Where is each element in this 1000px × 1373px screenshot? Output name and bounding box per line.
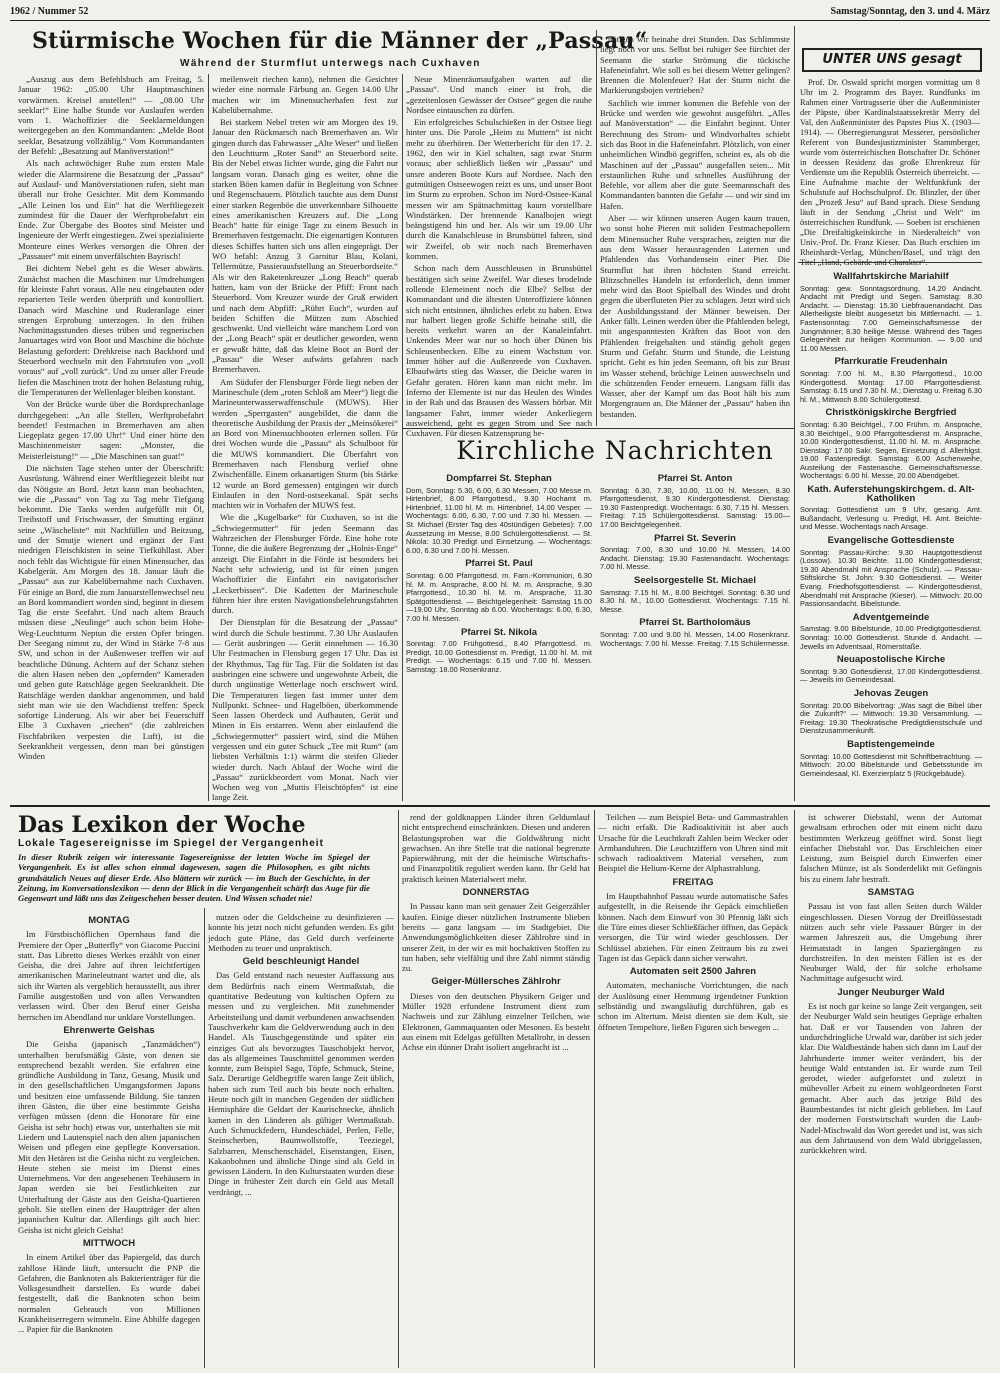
lexikon-subheading: MONTAG [88,915,130,926]
paragraph: Das Geld entstand nach neuester Auffassung aus dem Bedürfnis nach einem Wertmaßstab, die quantitative Bedeutung von kultischen Opfern zu messen und zu vergleichen. Mit zunehmender Arbeitsteilung und damit verbundenen anwachsenden Tauschverkehr kam die Geldverwendung auch in den Handel. Als Tauschgegenstände und später ein einziges Gut als bevorzugtes Tauschobjekt hervor, das als allgemeines Tauschmittel genommen werden konnte, zum Beispiel Sago, Töpfe, Schmuck, Steine, Salz. Derartige Geldbegriffe waren lange Zeit üblich, haben sich zum Teil auch bis heute noch erhalten. Heute noch gilt in manchen Gegenden der südlichen Hemisphäre die Geldart der Kaurischnecke, ähnlich kamen in den Länderen als gültiger Wertmaßstab. Auch Schmuckfedern, Hundeschädel, Perlen, Felle, Steinscherben, Baumwollstoffe, Teeziegel, Salzbarren, Menschenschädel, Eisenstangen, Eisen, Kakaobohnen und ähnliche Dinge sind als Geld in gewissen Ländern. In den Kulturstaaten wurden diese Dinge in frühester Zeit durch ein Geld aus Metall verdrängt, ... [208,970,394,1197]
section-text: Sonntag: 20.00 Bibelvortrag: „Was sagt die Bibel über die Zukunft?“ — Mittwoch: 19.30 Versammlung. — Freitag: 19.30 Theokratische Predigtdienstschule und Dienstzusammenkunft. [800,700,982,736]
section-heading: Evangelische Gottesdienste [827,535,955,547]
story-column-1 [18,74,204,801]
section-text: Sonntag: 6.30 Beichtgel., 7.00 Frühm. m. Ansprache, 8.30 Beichtgel., 9.00 Pfarrgottesdienst m. Ansprache, 10.00 Kindergottesdienst, 11.00 hl. M. m. Ansprache. Dienstag: 17.00 Sakr. Segen, Einsetzung d. Allerhlgst. 19.00 Fastenpredigt. Samstag: 6.00 Aschenweihe, Austeilung der Fastenasche. Gemeinschaftsmesse. Wochentags: 6.00 hl. Messe, 20.00 Abendgebet. [800,419,982,481]
column-rule [204,908,205,1368]
lexikon-column-4 [598,812,788,1367]
parish-text: Sonntag: 7.00 und 9.00 hl. Messen, 14.00 Rosenkranz. Wochentags: 7.00 hl. Messe. Freitag: 7.15 Schülermesse. [600,629,790,648]
right-church-column [800,268,982,801]
section-text: Sonntag: 10.00 Gottesdienst mit Schriftbetrachtung. — Mittwoch: 20.00 Bibelstunde und Gebetsstunde im Gemeindesaal, Kl. Exerzierplatz 5 (Rückgebäude). [800,751,982,778]
lexikon-subheading: FREITAG [672,876,714,888]
section-heading: Baptistengemeinde [847,738,935,750]
lexikon-subheading: Geld beschleunigt Handel [242,956,360,968]
story-headline: Stürmische Wochen für die Männer der „Passau“ [32,28,648,54]
section-rule [402,428,794,429]
paragraph: In Passau kann man seit genauer Zeit Geigerzähler kaufen. Einige dieser nützlichen Instrumente blieben bereits — ganz langsam — im Stadtgebiet. Die Anwendungsmöglichkeiten dieser Zählrohre sind in unserer Zeit, in der wir es mit hochaktiven Stoffen zu tun haben, sehr vielfältig und ihre Zahl nimmt ständig zu. [402,901,590,974]
story-subhead: Während der Sturmflut unterwegs nach Cuxhaven [180,58,481,69]
section-text: Sonntag: 7.00 hl. M., 8.30 Pfarrgottesd., 10.00 Kindergottesd. Montag: 17.00 Pfarrgottesdienst. Samstag: 6.15 und 7.30 hl. M.; Dienstag u. Freitag 6.30 hl. M., Mittwoch 8.00 Schülergottesd. [800,368,982,404]
unter-uns-paragraph: Prof. Dr. Oswald spricht morgen vormittag um 8 Uhr im 2. Programm des Bayer. Rundfunks im Rahmen einer Vortragsserie über die Außenminister der Päpste, über Kardinalstaatssekretär Merry del Val, den Außenminister des Papstes Pius X. (1903—1914). — Oberregierungsrat Messerer, persönlicher Referent von Bundesjustizminister Stammberger, wurde vom österreichischen Botschafter Dr. Schöner in deessen Residenz das große Ehrenkreuz für Verdienste um die Republik Österreich überreicht. — Eine Aufnahme machte der Weltfunkfunk der Schulstufe auf Hochschulprof. Dr. Blinzler, der über den „Prozeß Jesu“ auf Band sprach. Diese Sendung läuft in der Sendung „Christ und Welt“ im österreichischen Rundfunk. — Soeben ist erschienen „Die Dreifaltigkeitskirche in Niederalteich“ von Univ.-Prof. Dr. Franz Kieser. Das Buch erschien im Rheinhardt-Verlag, München/Basel, und trägt den Titel „Hand, Gebärde und Charakter“. [800,78,980,267]
parish-heading: Pfarrei St. Paul [465,558,533,570]
section-heading: Jehovas Zeugen [853,687,929,699]
story-column-2 [212,74,398,801]
lexikon-subheading: Ehrenwerte Geishas [63,1024,155,1036]
column-rule [398,810,399,1368]
parish-heading: Seelsorgestelle St. Michael [634,574,756,586]
paragraph: Der Dienstplan für die Besatzung der „Passau“ wird durch die Schule bestimmt. 7.30 Uhr Auslaufen — Gerät ausbringen — Gerät einnehmen — 16.30 Uhr Festmachen in Flensburg gegen 17 Uhr. Das ist der Rhythmus, Tag für Tag. Für die Soldaten ist das ausbringen eine schwere und ungewohnte Arbeit, die durch ungünstige Wetterlage noch erschwert wird. Die Temperaturen liegen fast immer unter dem Nullpunkt. Schnee- und Hagelböen, überkommende Seen lassen Oberdeck und Aufbauten, Gerät und Minen in Eis erstarren. Wenn aber einlaufend die „Schwiegermutter“ passiert wird, sind die Mühen vergessen und ein guter Schuck „Tee mit Rum“ (am liebsten Verhältnis 1:1) wärmt die steifen Glieder wieder durch. Nach Ablauf der Woche wird die „Passau“ zurückbeordert vom Monat. Nach vier Wochen weg von „Muttis Fleischtöpfen“ ist eine lange Zeit. [212,617,398,803]
column-rule [208,74,209,801]
lexikon-subheading: DONNERSTAG [462,887,530,899]
paragraph: nötigen wir beinahe drei Stunden. Das Schlimmste liegt noch vor uns. Selbst bei ruhiger See fürchtet der Seemann die starke Strömung die tückische Hafeneinfahrt. Wie soll es bei diesem Wetter gelingen? Brennen die Molenfeuer? Hat der Sturm nicht die Markierungsbojen vertrieben? [600,34,790,96]
paragraph: ist schwerer Diebstahl, wenn der Automat gewaltsam erbrochen oder mit einem nicht dazu bestimmten Werkzeug geöffnet wird. Sonst liegt einfacher Diebstahl vor. Das Erschleichen einer Leistung, zum Beispiel durch Einwerfen einer falschen Münze, ist als Sonderdelikt mit Gefängnis bis zu einem Jahr bestraft. [800,812,982,884]
paragraph: Passau ist von fast allen Seiten durch Wälder eingeschlossen. Diesen Vorzug der Dreiflüssestadt nützen auch sehr viele Passauer Bürger in der warmen Jahreszeit aus, die Umgebung ihrer Heimatstadt in langen Spaziergängen zu durchstreifen. In den meisten Fällen ist es der Neuburger Wald, der für solche erholsame Nachmittage aufgesucht wird. [800,901,982,984]
parish-heading: Dompfarrei St. Stephan [446,473,552,484]
kirchliche-title: Kirchliche Nachrichten [456,436,774,465]
paragraph: „Auszug aus dem Befehlsbuch am Freitag, 5. Januar 1962: „05.00 Uhr Hauptmaschinen vorwärmen. Kreisel anstellen!“ — „08.00 Uhr seeklar!“ Eine halbe Stunde vor Auslaufen werden vom 1. Wachoffizier die Seeklarmeldungen weitergegeben an den Kommandanten: „Melde Boot seeklar, Besatzung vollzählig.“ Vom Kommandanten der Befehl: „Besatzung auf Manöverstation!“ [18,74,204,157]
section-heading: Neuapostolische Kirche [836,654,946,666]
lexikon-column-3 [402,812,590,1367]
paragraph: Teilchen — zum Beispiel Beta- und Gammastrahlen — nicht erfaßt. Die Radioaktivität ist aber auch Ursache für die Leuchtkraft Zahlen beim Wecker oder Armbanduhren. Die Leuchtziffern von Uhren sind mit schwach radioaktivem Material versehen, zum Beispiel die Helium-Kerne der Alphastrahlung. [598,812,788,874]
paragraph: Ein erfolgreiches Schulschießen in der Ostsee liegt hinter uns. Die Parole „Heim zu Muttern“ ist nicht mehr zu überhören. Der Wetterbericht für den 17. 2. 1962, den wir in Kiel schalten, sagt zwar Sturm voraus; aber schließlich ließen wir „Passau“ und unsre anderen Boote Kurs auf Nordsee. Nach den gutmütigen Ostseewogen reizt es uns, und unser Boot im Sturm zu erproben. Schon im Nord-Ostsee-Kanal messen wir am Spätnachmittag kaum vorstellbare Windstärken. Der brennende Kanalbojen wiegt beängstigend hin und her. Als wir um 19.00 Uhr durch die Kanalschleuse in Brunsbüttel fahren, sind wir Zweifel, ob wir noch nach Bremerhaven kommen. [406,117,592,262]
paragraph: Als nach achtwöchiger Ruhe zum ersten Male wieder die Alarmsirene die Besatzung der „Passau“ auf Auslauf- und Manöverstationen rufen, sieht man überall nur frohe Gesichter. Mit dem Kommando „Alle Leinen los und Ein“ hat die Werftliegezeit zumindest für die Dauer der Werftprobefahrt ein Ende. Zur Übergabe des Bootes sind Meister und Ingenieure der Werft eingestiegen. Zwei spezialisierte Monteure eines Werkes versorgen die Ohren der „Passauer“ mit einem unverfälschten Bayrisch! [18,158,204,262]
paragraph: Bei dichtem Nebel geht es die Weser abwärts. Zunächst machen die Maschinen nur Umdrehungen für kleinste Fahrt voraus. Alle neu eingebauten oder reparierten Teile werden überprüft und kontrolliert. Danach wird Maschine und Ruderanlage einer strengen Erprobung unterzogen. In den frühen Nachmittagsstunden dieses trüben und regnerischen Januartages wird von Boot und Maschine die höchste Belastung gefordert: Drehkreise nach Backbord und Steuerbord wechseln mit den Fahrtstufen von „voll voraus“ auf „voll zurück“. Und zu unser aller Freude liefen die Maschinen trotz der hohen Belastung ruhig, die Temperaturen der Wellenlager bleiben konstant. [18,263,204,397]
column-rule [596,30,597,426]
section-heading: Christkönigskirche Bergfried [825,407,957,419]
parish-text: Sonntag: 7.00, 8.30 und 10.00 hl. Messen, 14.00 Andacht. Dienstag: 19.30 Fastenandacht. Wochentags: 7.00 hl. Messe. [600,545,790,572]
section-heading: Wallfahrtskirche Mariahilf [833,271,949,282]
section-divider [10,805,990,807]
parish-heading: Pfarrei St. Anton [657,473,733,484]
section-text: Sonntag: gew. Sonntagsordnung, 14.20 Andacht. Andacht mit Predigt und Segen. Samstag: 8.30 Andacht. — Dienstag: 15.30 Liebfrauenandacht. Das Allerheiligste bleibt ausgesetzt bis Mittlernacht. — 1. Fastensonntag: 7.00 Gemeinschaftsmesse der Jungmänner; 8.30 heilige Messe. Während des Tages Gelegenheit zur heiligen Kommunion. — 9.00 und 11.00 Messen. [800,283,982,353]
parish-text: Sonntag: 7.00 Frühgottesd., 8.40 Pfarrgottesd. m. Predigt, 10.00 Gottesdienst m. Predigt, 11.00 hl. M. mit Predigt. — Wochentags: 6.15 und 7.00 hl. Messen. Samstag: 18.00 Rosenkranz. [406,639,592,674]
section-heading: Adventgemeinde [852,611,930,623]
paragraph: Im Fürstbischöflichen Opernhaus fand die Premiere der Oper „Butterfly“ von Giacome Puccini statt. Das Libretto dieses Werkes erzählt von einer Geisha, die drei Jahre auf ihren leichtfertigen amerikanischen Marineleutnant wartet und die, als sich ihr Warten als vergeblich herausstellt, aus ihrer Familie ausgestoßen und von allen Verwandten verlassen wird. Über den Beruf einer Geisha herrschen im Abendland nur unklare Vorstellungen. [18,929,200,1022]
column-rule [594,810,595,1368]
lexikon-subheading: Geiger-Müllersches Zählrohr [431,976,561,988]
paragraph: In einem Artikel über das Papiergeld, das durch zahllose Hände läuft, untersucht die PNP die Gefahren, die Banknoten als Bakterienträger für die Volksgesundheit darstellen. Es wurde dabei festgestellt, daß die Banknoten schon beim normalen Gebrauch von Millionen Krankheitserregern wimmeln. Eine Abhilfe dagegen ... Papier für die Banknoten [18,1252,200,1335]
section-text: Sonntag: 9.30 Gottesdienst, 17.00 Kindergottesdienst. — Jeweils im Gemeindesaal. [800,666,982,685]
column-rule [794,810,795,1368]
paragraph: Am Südufer der Flensburger Förde liegt neben der Marineschule (dem „roten Schloß am Meer“) liegt die Marineunterwasserwaffenschule (MUWS). Hier werden „Sperrgasten“ ausgebildet, die dann die theoretische Ausbildung der Praxis der „Meinsökerei“ an Bord von Minensuchbooten erlernen sollen. Für drei Wochen wurde die „Passau“ als Schulboot für die MUWS kommandiert. Die Überfahrt von Bremerhaven nach Flensburg verlief ohne Zwischenfälle. Einem orkanartigen Sturm (bis Stärke 12 wurde an Bord gemessen) entgingen wir durch Einlaufen in den Nord-ostseekanal. Spät sechs machten wir in Vorhafen der MUWS fest. [212,376,398,511]
unter-uns-text [800,78,980,267]
section-text: Samstag: 9.00 Bibelstunde, 10.00 Predigtgottesdienst. Sonntag: 10.00 Gottesdienst. Stunde d. Andacht. — Jewells im Adventsaal, Römerstraße. [800,624,982,651]
parish-text: Dom, Sonntag: 5.30, 6.00, 6.30 Messen, 7.00 Messe m. Hirtenbrief, 8.00 Pfarrgottesd., 9.30 Hochamt m. Hirtenbrief, 11.00 hl. M. m. Hirtenbrief, 14.00 Vesper. — Wochentags: 6.00, 6.30, 7.00 und 7.30 hl. Messen. — St. Michael (Erster Tag des 40stündigen Gebetes): 7.00 Aussetzung im Messe, 8.00 Schülergottesdienst. — St. Nikola: 10.30 Predigt und Einsetzung. — Wochentags: 6.00, 6.30 und 7.00 hl. Messen. [406,485,592,555]
section-text: Sonntag: Gottesdienst um 9 Uhr, gesang. Amt. Bußandacht, Verlesung u. Predigt, Hl. Amt. Beichte- und Messe. Wochentags nach Ansage. [800,505,982,532]
paragraph: nutzen oder die Geldscheine zu desinfizieren — konnte bis jetzt noch nicht gefunden werden. Es gibt jedoch gute Pläne, das Geld durch verfeinerte Methoden zu teuer und unpraktisch. [208,912,394,953]
lexikon-subheading: MITTWOCH [82,1237,136,1249]
lexikon-subheading: Junger Neuburger Wald [837,986,945,998]
kirchliche-column-1 [406,470,592,801]
paragraph: Dieses von den deutschen Physikern Geiger und Müller 1928 erfundene Instrument dient zum Nachweis und zur Zählung einzelner Teilchen, wie Elektronen, Gammaquanten oder Mesonen. Es besteht aus einem mit Edelgas gefüllten Metallrohr, in dessen Achse ein dünner Draht isoliert angebracht ist ... [402,990,590,1053]
lexikon-intro: In dieser Rubrik zeigen wir interessante Tagesereignisse der letzten Woche im Spiegel der Vergangenheit. Es ist alles schon einmal dagewesen, sagen die Philosophen, es gibt nichts grundsätzlich Neues auf dieser Erde. Also blättern wir zurück — im Buch der Geschichte, in der Zeitung, im Konversationslexikon — denn der Blick in die Vergangenheit schärft das Auge für die Gegenwart und läßt uns das Zeitgeschehen besser deuten. Und Wissen schadet nie! [18,852,370,904]
section-text: Sonntag: Passau-Kirche: 9.30 Hauptgottesdienst (Lossow). 10.30 Beichte. 11.00 Kindergottesdienst; 19.30 Abendmahl mit Ansprache (Schulz). — Passau-Stiftskirche St. John: 9.30 Gottesdienst. — Weiter Evang. Friedhofsgottesdienst. — Kindergottesdienst, Abendmahl mit Ansprache (Kieser). — Mittwoch: 20.00 Passionsandacht. Bibelstunde. [800,547,982,609]
paragraph: Es ist noch gar keine so lange Zeit vergangen, seit der Neuburger Wald sein heutiges Gepräge erhalten hat. Daß er vor Tausenden von Jahren der undurchdringliche Urwald war, darüber ist sich jeder klar. Die Waldbestände haben sich dann im Lauf der Jahrhunderte immer weiter verändert, bis der heutige Wald entstanden ist. Er wurde zum Teil gerodet, wieder aufgeforstet und zuletzt in mühevoller Arbeit zu einem wohlgeordneten Forst gemacht. Aber auch das jetzige Bild des Baumbestandes ist nicht gleich geblieben. Im Lauf der modernen Forstwirtschaft wurden die Laub-Nadel-Mischwald das Wort geredet und ist, was sich aus dem Jahrtausend von dem Wald übriggelassen, zurückkehren wird. [800,1001,982,1156]
paragraph: Automaten, mechanische Vorrichtungen, die nach der Auslösung einer Hemmung irgendeiner Funktion selbständig und zwangsläufig durchführen, gab es schon im Altertum. Meist dienten sie dem Kult, sie öffneten Tempeltore, ließen Figuren sich bewegen ... [598,980,788,1032]
section-heading: Kath. Auferstehungskirchgem. d. Alt-Katholiken [807,484,975,504]
column-rule [794,26,795,801]
section-heading: Pfarrkuratie Freudenhain [834,356,948,368]
lexikon-headline: Das Lexikon der Woche [18,812,306,838]
paragraph: Im Hauptbahnhof Passau wurde automatische Safes aufgestellt, in die Reisende ihr Gepäck einschließen können. Nach dem Einwurf von 30 Pfennig läßt sich die Türe eines dieser Schließfächer öffnen, das Gepäck versorgen, die Tür wird wieder geschlossen. Der Schlüssel abziehen. Für einen Zeitraum bis zu zwei Tagen ist das Gepäck dann sicher verwahrt. [598,891,788,963]
issue-date: Samstag/Sonntag, den 3. und 4. März [830,6,990,17]
paragraph: Wie die „Kugelbarke“ für Cuxhaven, so ist die „Schwiegermutter“ für jeden Seemann das Wahrzeichen der Flensburger Förde. Eine hohe rote Tonne, die die äußere Begrenzung der „Holnis-Enge“ anzeigt. Die Einfahrt in die Förde ist besonders bei Nacht sehr schwierig, und ist für einen jungen Wachoffizier die Einfahrt ein navigatorischer „Leckerbissen“. Die Kadetten der Marineschule führen hier ihre ersten Navigationsbelehrungsfahrten durch. [212,512,398,616]
parish-heading: Pfarrei St. Bartholomäus [639,617,751,629]
parish-heading: Pfarrei St. Severin [654,532,736,544]
lexikon-column-1 [18,912,200,1367]
parish-text: Samstag: 7.15 hl. M., 8.00 Beichtgel. Sonntag: 6.30 und 8.30 hl. M., 10.00 Gottesdienst. Wochentags: 7.15 hl. Messe. [600,587,790,614]
lexikon-column-2 [208,912,394,1367]
story-column-3 [406,74,592,439]
kirchliche-column-2 [600,470,790,801]
lexikon-column-5 [800,812,982,1367]
column-rule [402,74,403,801]
paragraph: Bei starkem Nebel treten wir am Morgen des 19. Januar den Rückmarsch nach Bremerhaven an. Wir gingen durch das Fahrwasser „Alte Weser“ und ließen den Leuchtturm „Roter Sand“ an Steuerbord seite. Bis der Nebel etwas lichter wurde, ging die Fahrt nur langsam voran. Danach ging es weiter, ohne die starken Böen kamen dafür in Begleitung von Schnee und Regenschauern. Plötzlich tauchte aus dem Dunst einer starken Regenböe die unverkennbare Silhouette eines amerikanischen Kreuzers auf. Die „Long Beach“ hatte für einige Tage zu einem Besuch in Bremerhaven festgemacht. Die eigenartigen Konturen dieses Schiffes hatten sich uns allen eingeprägt. Der WO befahl: Anzug 3 Garnitur Blau, Kolani, Tellermütze, Passierausfstellung an Steuerbordseite.“ Als wir den Raketenkreuzer „Long Beach“ querab hatten, kam von der Brücke der Pfiff: Front nach Steuerbord. Vom Kreuzer wurde der Gruß erwidert und nach dem Abpfiff: „Rührt Euch“, wurden auf beiden Schiffen die Mützen zum Abschied geschwenkt. Und vielleicht wäre manchem Lord von der „Long Beach“ spät er deutlicher geworden, wenn er gewußt hätte, daß das kleine Boot an Bord der „Passau“ die Weser aufwärts gefahren nach Bremerhaven. [212,117,399,375]
issue-number: 1962 / Nummer 52 [10,6,89,17]
section-rule [798,262,982,263]
paragraph: Schon nach dem Ausschleusen in Brunsbüttel bestätigen sich seine Zweifel. War dieses brodelnde rollende Elemeinent noch die Elbe? Selbst der Kommandant und die ältesten Unteroffiziere können sich nicht entsinnen, ähnliches erlebt zu haben. Etwa nur halbert liegen große Schiffe beinahe still, die bereits verkehrt waren an der Kanaleinfahrt. Unkendes Meer war nur so hoch über Dünen bis Schleusenbecken. Elbe zu einem Wachstum vor. Immer höher auf die Außenreede von Cuxhaven. Elbaufwärts stieg das Wasser, die Deiche waren in Gefahr geraten. Hören kann man nicht mehr. Im Inferno der Elemente ist nur das Heulen des Windes in der Rah und das Brausen des Wassers hörbar. Mit langsamer Fahrt, immer wieder Ankerliegern ausweichend, geht es gegen Strom und See nach Cuxhaven. Für diesen Katzensprung be- [406,263,592,439]
masthead [10,4,990,21]
paragraph: Aber — wir können unseren Augen kaum trauen, wo sonst hohe Pieren mit soliden Festmachepollern dem Minensucher Ruhe versprachen, zeigten nur die aus dem Wasser herausragenden Laternen und Pfahlenden das Vorhandensein einer Pier. Die Sturmflut hat ihren höchsten Stand erreicht. Blitzschnelles Handeln ist erforderlich, denn immer mehr wird das Boot Spielball des Windes und droht gegen die überfluteten Pier zu schlagen. Jetzt wird sich der Ausbildungsstand der Männer beweisen. Der Anker fällt. Leinen werden über die Pfahlenden belegt, mit angespanntesten Kräften das Boot von den Pfählenden freigehalten und ständig geholt gegen Sturm und Gefahr. Sturm und Stunde, die Leistung spricht. Geht es hin jeden Seemann, oft bis zur Brust im Wasser stehend, brüchige Leinen auswechseln und die schützenden Fender erneuern. Langsam fällt das Wasser, aber der Kampf um das Boot hält bis zum Morgengrauen an. Die Männer der „Passau“ haben ihn bestanden. [600,213,790,419]
paragraph: Von der Brücke wurde über die Bordsprechanlage durchgegeben: „An alle Stellen, Werftprobefahrt beendet! Festmachen in Bremerhaven am alten Liegeplatz gegen 17.00 Uhr!“ Und einer hörte den Maschinenmeister sagen: „Monster, die Meisterleistung!“ — „Die Maschinen san guat!“ [18,399,204,461]
paragraph: rend der goldknappen Länder ihren Geldumlauf nicht entsprechend einschränkten. Diesen und anderen Belastungsproben war die Goldwährung nicht gewachsen. An ihre Stelle trat die national begrenzte Papierwährung, mit der die heimische Wirtschafts- und Finanzpolitik reguliert werden kann. Ihr Geld hat praktisch keinen Materialwert mehr. [402,812,590,884]
parish-text: Sonntag: 6.30, 7.30, 10.00, 11.00 hl. Messen, 8.30 Pfarrgottesdienst, 9.30 Kindergottesdienst. Dienstag: 19.30 Fastenpredigt. Wochentags: 6.30, 7.15 hl. Messen. Freitag: 7.15 Schülergottesdienst. Samstag: 15.00—17.00 Beichtgelegenheit. [600,485,790,529]
paragraph: Die Geisha (japanisch „Tanzmädchen“) unterhalben berufsmäßig Gäste, von denen sie entsprechend bezahlt werden. Sie erfahren eine gründliche Ausbildung in Tanz, Gesang, Musik und in den gesellschaftlichen Umgangsformen Japans und besitzen eine umfassende Bildung. Sie tanzen ihren Gästen, die über eine bestimmte Geisha verfügen müssen (denn die Honorare für eine Geisha ist sehr hoch) etwas vor, unterhalten sie mit Liedern und Lautenspiel nach den alten japanischen Weisen und pflegen eine gepflegte Konversation. Mit den Hetären ist die Geisha nicht zu vergleichen. Heute stehen sie meist im Dienst eines Unternehmens. Vor den angesehenen Teehäusern in Japan werden sie bei Festlichkeiten zur Unterhaltung der Gäste aus den Geisha-Quartieren geholt. Sie stellen einen der Hauptträger der alten japanischen Kultur dar. Allerdings gilt auch hier: Geisha ist nicht gleich Geisha! [18,1039,200,1235]
lexikon-subheading: Automaten seit 2500 Jahren [629,966,757,978]
unter-uns-title: UNTER UNS gesagt [802,48,982,72]
story-column-4 [600,34,790,424]
paragraph: meilenweit riechen kann), nehmen die Gesichter wieder eine normale Färbung an. Gegen 14.00 Uhr machen wir im Minensucherhafen fest zur Kabelübernahme. [212,74,398,115]
lexikon-subhead: Lokale Tagesereignisse im Spiegel der Vergangenheit [18,838,324,849]
paragraph: Neue Minenräumaufgaben warten auf die „Passau“. Und manch einer ist froh, die „gezeitenlosen Gewässer der Ostsee“ gegen die rauhe Nordsee eintauschen zu dürfen. [406,74,592,115]
parish-text: Sonntag: 6.00 Pfarrgottesd. m. Fam.-Kommunion, 6.30 hl. M. m. Ansprache, 8.00 hl. M. m. Ansprache, 9.30 Pfarrgottesd., 10.30 hl. M. m. Ansprache, 11.30 Spätgottesdienst. — Beichtgelegenheit: Samstag 15.00—19.00 Uhr, Sonntag ab 6.00. Wochentags: 6.00, 6.30, 7.00 hl. Messen. [406,570,592,623]
paragraph: Die nächsten Tage stehen unter der Überschrift: Ausrüstung. Während einer Werftliegezeit bleibt nur das Nötigste an Bord. Jetzt kann man beobachten, wie die „Passau“ von Tag zu Tag mehr Tiefgang bekommt. Die Tanks werden aufgefüllt mit Öl, Treibstoff und Frischwasser, der Smutting ergänzt seine „Wäscheliste“ mit Nachfüllen und Beitzung, und der Smutje wienert und ergänzt der Fast niedrigen Fleischkisten in seine Tiefkühllast. Aber noch fehlt das Wichtigste für einen Minensucher, das Kabelgerät. Am Morgen des 18. Januar läuft die „Passau“ aus zur Kabelübernahme nach Cuxhaven. Für einige an Bord, die zum Januarstellenwechsel neu an Bord kommandiert worden sind, beginnt in diesem Tag die erste Seefahrt. Und nach altem Brauch müssen diese „Neulinge“ auch schon beim Hohe-Weg-Leuchtturm Neptun die ersten Opfer bringen. Der Seegang nimmt zu, der Wind in Stärke 7-8 aus SW, und schon in der Außenweser treffen wir auf beachtliche Dünung. Achtern auf der Schanz stehen die alten Hasen neben den „opfernden“ Kameraden und geben gute Ratschläge gegen Seekrankheit. Die Ratschläge werden dankbar angenommen, und bald sieht man wie sie den Wachdienst treffen: Speck sofortige Linderung. Als wir aber bei Feuerschiff Elbe 3 Cuxhaven „riechen“ (die zahlreichen Fischfabriken verpesten die Luft), ist die Seekrankheit vergessen, denn man bei günstigen Winden [18,462,204,762]
lexikon-subheading: SAMSTAG [867,887,915,899]
parish-heading: Pfarrei St. Nikola [460,626,538,638]
paragraph: Sachlich wie immer kommen die Befehle von der Brücke und werden wie gewohnt ausgeführt. „Alles auf Manöverstation“ — die Einfahrt beginnt. Unter Berechnung des Strom- und Windvorhaltes schiebt sich das Boot in die Hafeneinfahrt. Plötzlich, von einer unheimlichen Windbö gegriffen, scheint es, als ob die Maschinen auf der „Passau“ ausgefallen seien... Mit erstaunlichen Ruhe und schnelles Ausführung der Befehle, vor allem aber die gute Seemannschaft des Kommandanten bannten die Gefahr — und wir sind im Hafen. [600,97,790,211]
